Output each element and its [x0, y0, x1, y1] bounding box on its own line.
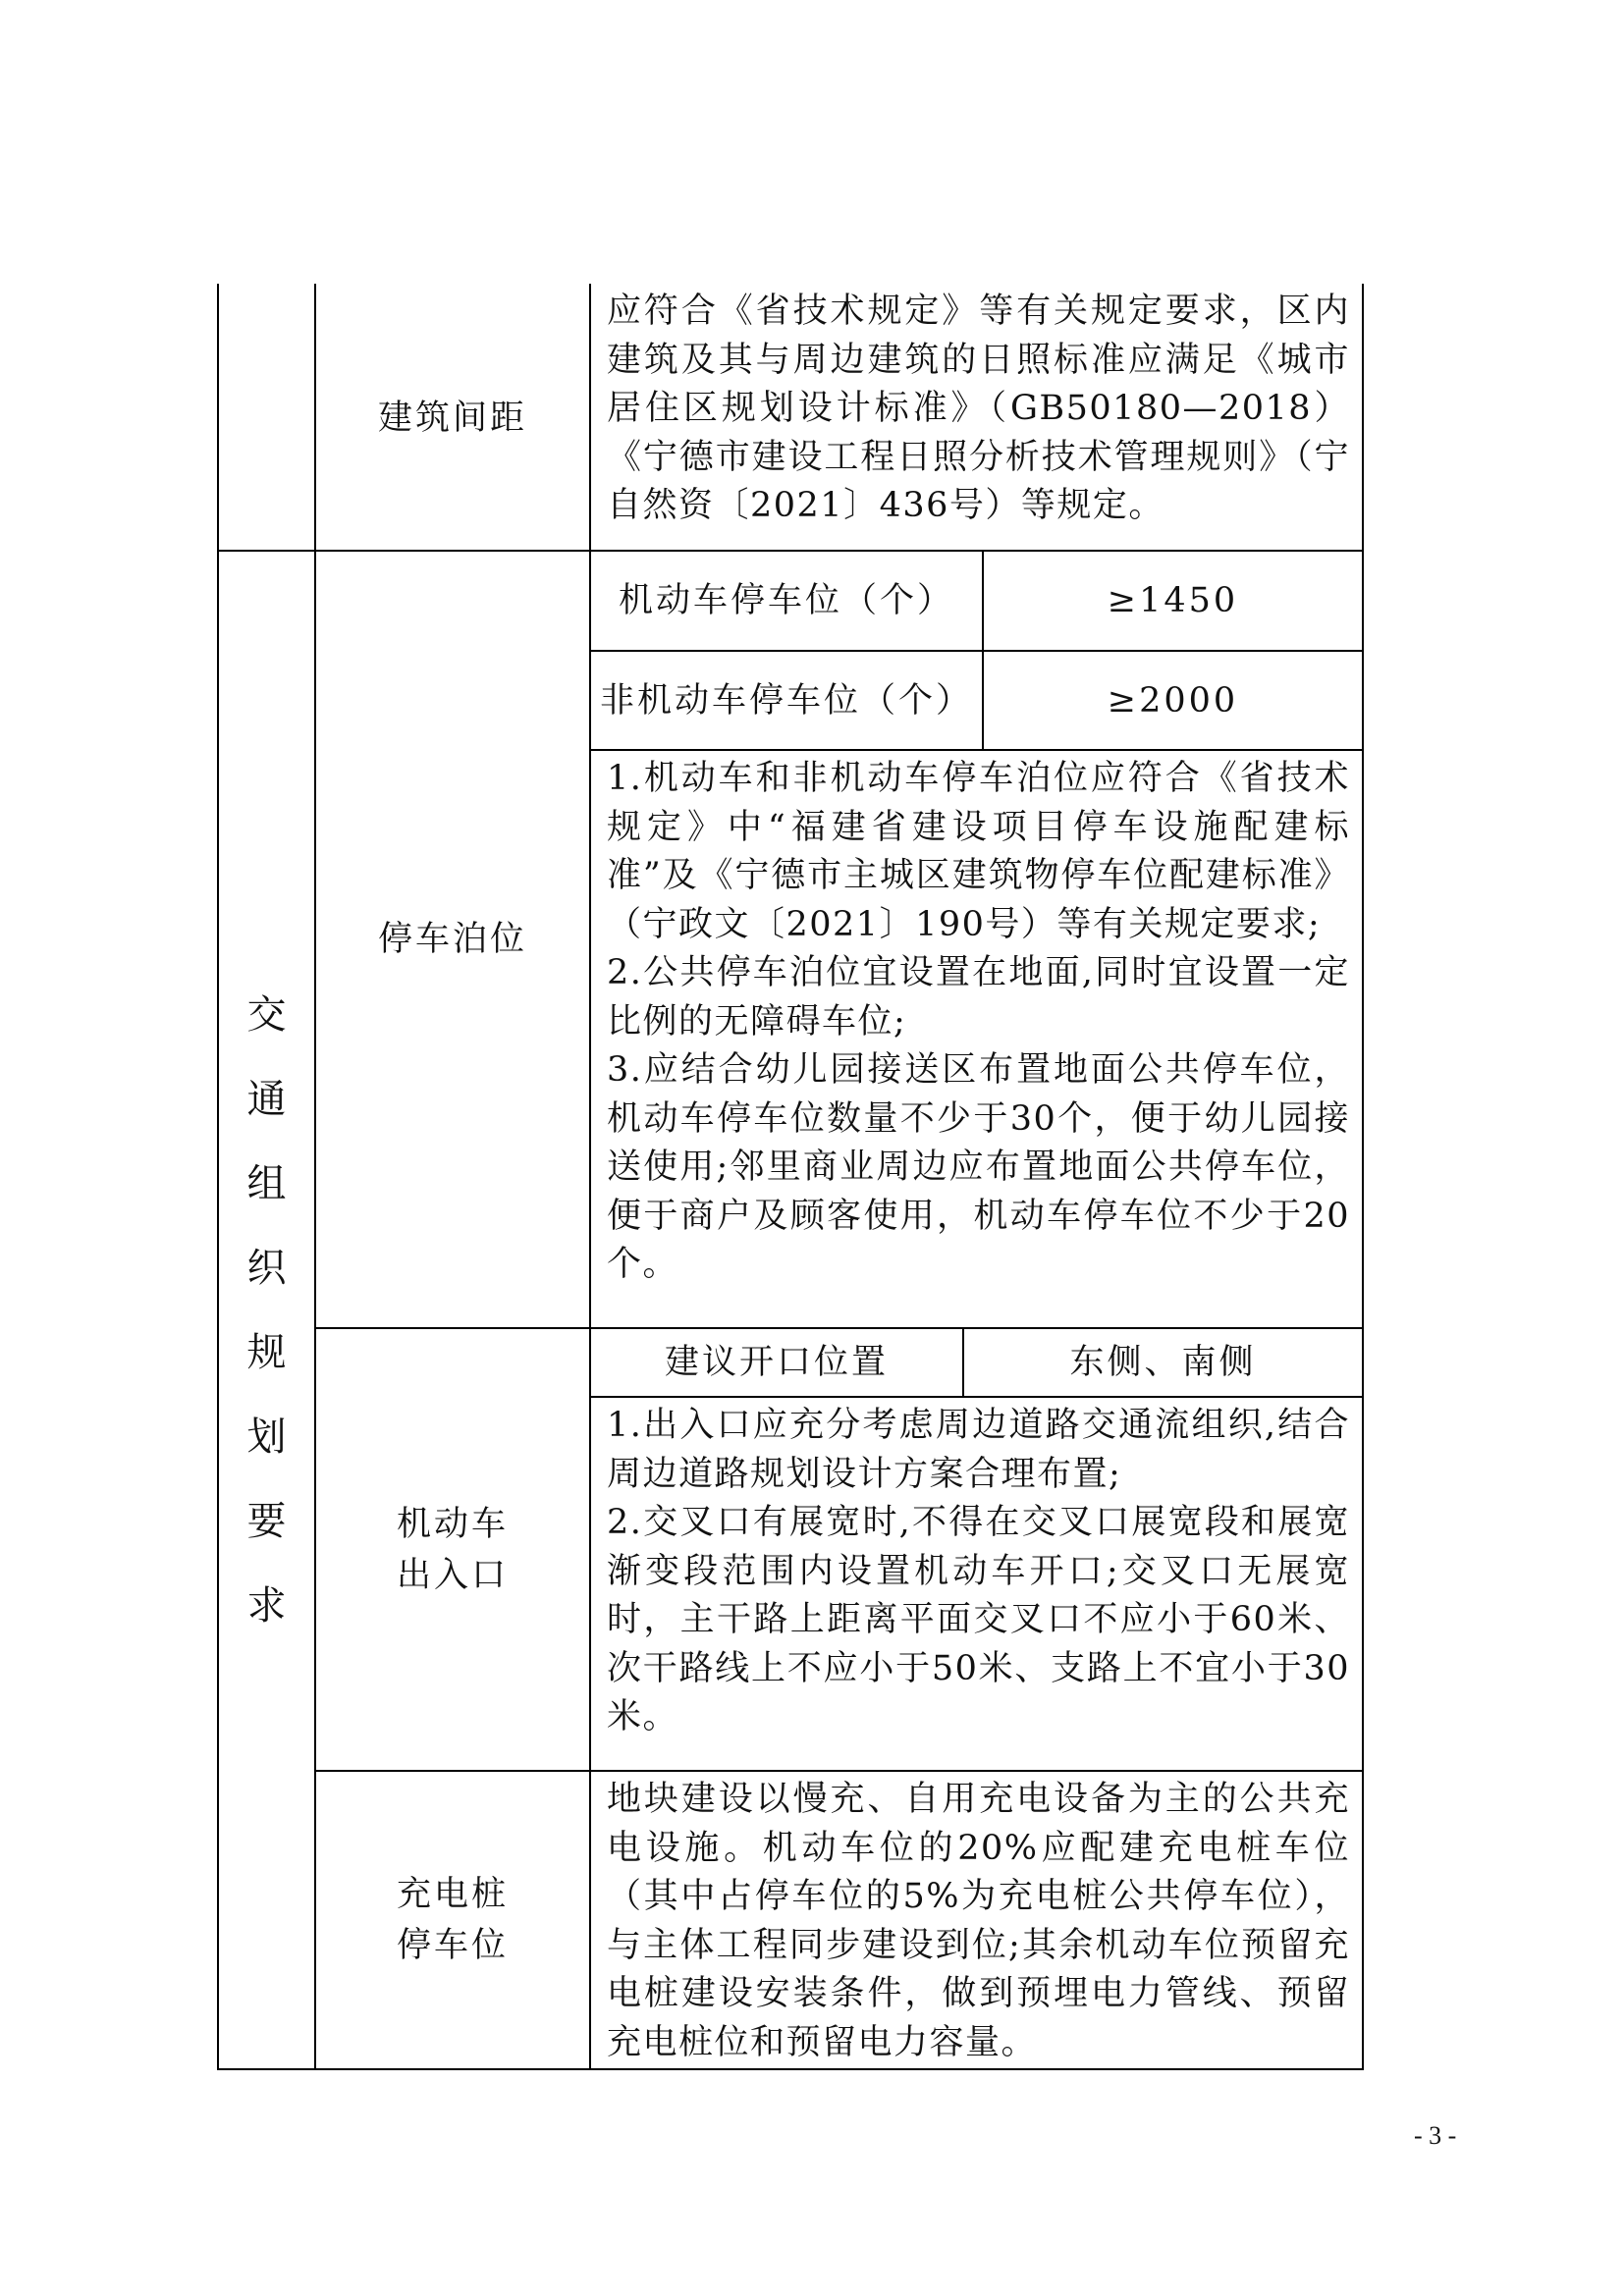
table-border-right	[1362, 284, 1364, 2070]
nonmotor-parking-label	[591, 652, 982, 749]
parking-requirement-1: 1.机动车和非机动车停车泊位应符合《省技术规定》中“福建省建设项目停车设施配建标准”及《宁德市主城区建筑物停车位配建标准》（宁政文〔2021〕190号）等有关规定要求;	[607, 759, 1350, 944]
opening-position-value-text: 东侧、南侧	[1069, 1343, 1257, 1382]
entrance-requirement-1: 1.出入口应充分考虑周边道路交通流组织,结合周边道路规划设计方案合理布置;	[607, 1406, 1350, 1494]
building-spacing-label-text: 建筑间距	[377, 398, 527, 438]
parking-requirement-3: 3.应结合幼儿园接送区布置地面公共停车位，机动车停车位数量不少于30个，便于幼儿园接送使用;邻里商业周边应布置地面公共停车位，便于商户及顾客使用，机动车停车位不少于20个。	[607, 1050, 1350, 1284]
nonmotor-parking-value	[984, 652, 1362, 749]
page-number: - 3 -	[1414, 2121, 1457, 2150]
category-char: 划	[246, 1414, 287, 1460]
category-char: 求	[246, 1582, 287, 1629]
category-char: 通	[246, 1076, 287, 1122]
entrance-label-line2: 出入口	[396, 1555, 509, 1595]
category-char: 要	[246, 1498, 287, 1544]
table-hline-opening-bottom	[589, 1396, 1364, 1398]
charging-label	[316, 1772, 589, 2068]
charging-label-line2: 停车位	[396, 1926, 509, 1965]
parking-requirement-2: 2.公共停车泊位宜设置在地面,同时宜设置一定比例的无障碍车位;	[607, 953, 1350, 1041]
opening-position-value	[964, 1329, 1362, 1396]
category-char: 交	[246, 991, 287, 1038]
parking-label	[316, 552, 589, 1327]
category-char: 规	[246, 1329, 287, 1375]
category-char: 织	[246, 1245, 287, 1291]
category-char: 组	[246, 1160, 287, 1206]
entrance-label-lines	[397, 1499, 509, 1601]
nonmotor-parking-value-text: ≥2000	[1107, 680, 1239, 721]
charging-label-line1: 充电桩	[396, 1875, 509, 1914]
requirements-table	[217, 284, 1364, 2070]
parking-label-text: 停车泊位	[377, 920, 527, 959]
opening-position-label	[591, 1329, 962, 1396]
motor-parking-value	[984, 552, 1362, 650]
motor-parking-label-text: 机动车停车位（个）	[618, 581, 954, 620]
entrance-label	[316, 1329, 589, 1770]
charging-requirements-text: 地块建设以慢充、自用充电设备为主的公共充电设施。机动车位的20%应配建充电桩车位（其中占停车位的5%为充电桩公共停车位），与主体工程同步建设到位;其余机动车位预留充电桩建设安装条件，做到预埋电力管线、预留充电桩位和预留电力容量。	[607, 1780, 1350, 2062]
parking-requirements-text	[591, 755, 1362, 1327]
building-spacing-label	[316, 286, 589, 550]
motor-parking-label	[591, 552, 982, 650]
building-spacing-text: 应符合《省技术规定》等有关规定要求，区内建筑及其与周边建筑的日照标准应满足《城市居住区规划设计标准》（GB50180—2018）《宁德市建设工程日照分析技术管理规则》（宁自然资〔2021〕436号）等规定。	[607, 292, 1350, 525]
entrance-label-line1: 机动车	[396, 1504, 509, 1544]
category-cell	[219, 552, 314, 2068]
nonmotor-parking-label-text: 非机动车停车位（个）	[599, 680, 973, 721]
entrance-requirement-2: 2.交叉口有展宽时,不得在交叉口展宽段和展宽渐变段范围内设置机动车开口;交叉口无展宽时，主干路上距离平面交叉口不应小于60米、次干路线上不应小于50米、支路上不宜小于30米。	[607, 1503, 1350, 1736]
motor-parking-value-text: ≥1450	[1107, 581, 1239, 620]
entrance-requirements-text	[591, 1402, 1362, 1770]
opening-position-label-text: 建议开口位置	[664, 1343, 889, 1382]
table-hline-nonmotor-bottom	[589, 749, 1364, 751]
charging-label-lines	[397, 1869, 509, 1971]
table-border-bottom	[217, 2068, 1364, 2070]
